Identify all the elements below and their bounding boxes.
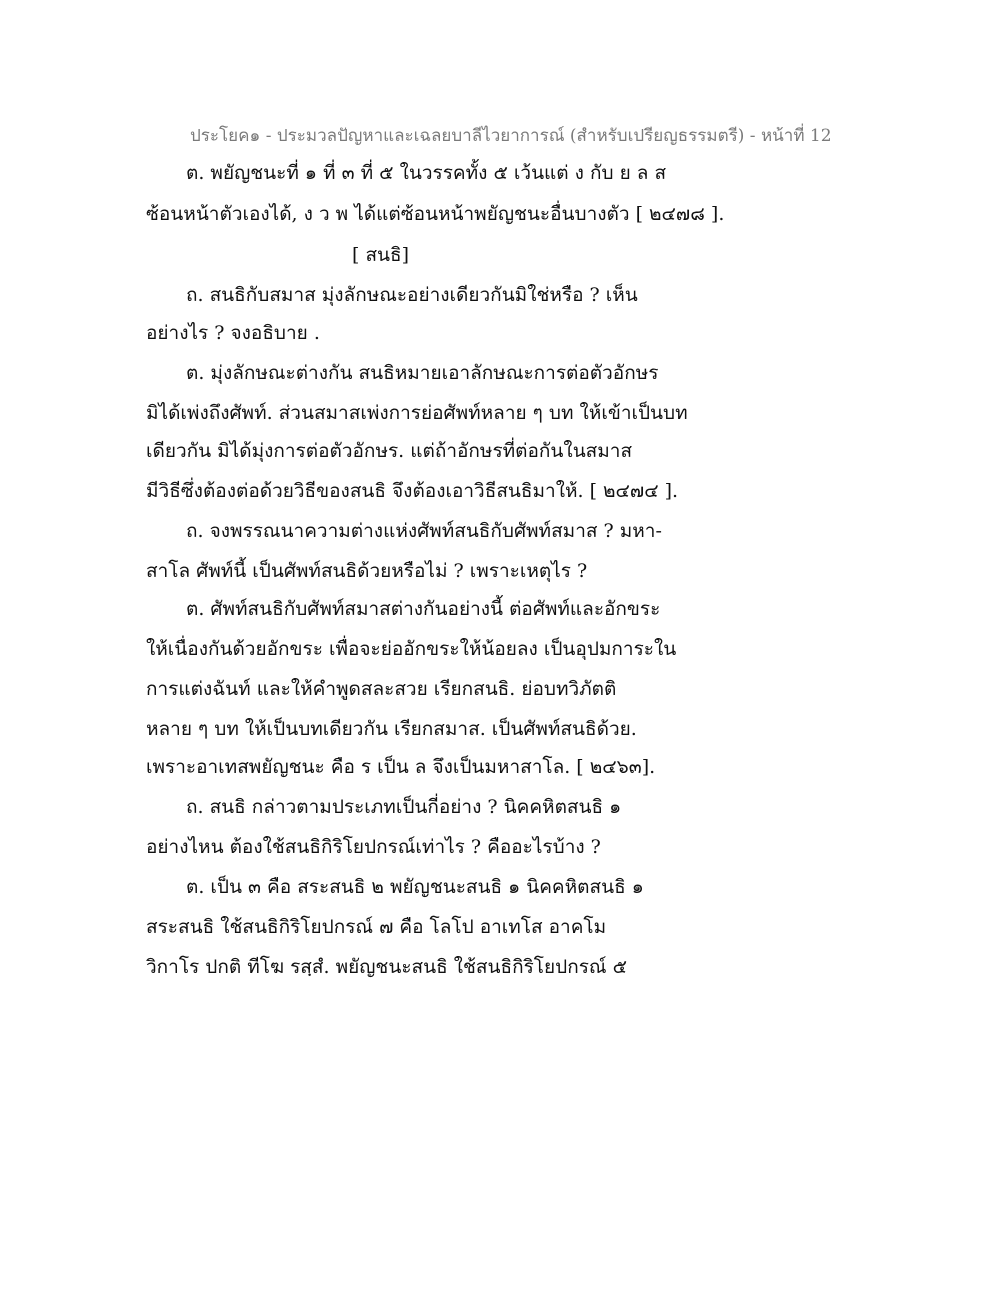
body-line: อย่างไหน ต้องใช้สนธิกิริโยปกรณ์เท่าไร ? คืออะไรบ้าง ?: [146, 836, 601, 858]
body-line: ถ. สนธิ กล่าวตามประเภทเป็นกี่อย่าง ? นิคคหิตสนธิ ๑: [186, 796, 622, 818]
section-heading: [ สนธิ]: [352, 244, 410, 266]
body-line: เพราะอาเทสพยัญชนะ คือ ร เป็น ล จึงเป็นมหาสาโล. [ ๒๔๖๓].: [146, 756, 656, 778]
body-line: ต. เป็น ๓ คือ สระสนธิ ๒ พยัญชนะสนธิ ๑ นิคคหิตสนธิ ๑: [186, 876, 644, 898]
body-line: มิได้เพ่งถึงศัพท์. ส่วนสมาสเพ่งการย่อศัพท์หลาย ๆ บท ให้เข้าเป็นบท: [146, 402, 688, 424]
body-line: การแต่งฉันท์ และให้คำพูดสละสวย เรียกสนธิ. ย่อบทวิภัตติ: [146, 678, 617, 700]
body-line: เดียวกัน มิได้มุ่งการต่อตัวอักษร. แต่ถ้าอักษรที่ต่อกันในสมาส: [146, 440, 633, 462]
body-line: อย่างไร ? จงอธิบาย .: [146, 322, 320, 344]
body-line: ต. ศัพท์สนธิกับศัพท์สมาสต่างกันอย่างนี้ ต่อศัพท์และอักขระ: [186, 598, 661, 620]
body-line: มีวิธีซึ่งต้องต่อด้วยวิธีของสนธิ จึงต้องเอาวิธีสนธิมาให้. [ ๒๔๗๔ ].: [146, 480, 679, 502]
body-line: ต. มุ่งลักษณะต่างกัน สนธิหมายเอาลักษณะการต่อตัวอักษร: [186, 362, 659, 384]
body-line: ต. พยัญชนะที่ ๑ ที่ ๓ ที่ ๕ ในวรรคทั้ง ๕ เว้นแต่ ง กับ ย ล ส: [186, 162, 667, 184]
body-line: หลาย ๆ บท ให้เป็นบทเดียวกัน เรียกสมาส. เป็นศัพท์สนธิด้วย.: [146, 718, 637, 740]
body-line: ถ. จงพรรณนาความต่างแห่งศัพท์สนธิกับศัพท์สมาส ? มหา-: [186, 520, 662, 542]
body-line: วิกาโร ปกติ ทีโฆ รสฺสํ. พยัญชนะสนธิ ใช้สนธิกิริโยปกรณ์ ๕: [146, 956, 627, 978]
running-header: ประโยค๑ - ประมวลปัญหาและเฉลยบาลีไวยาการณ์ (สำหรับเปรียญธรรมตรี) - หน้าที่ 12: [190, 126, 832, 146]
body-line: สระสนธิ ใช้สนธิกิริโยปกรณ์ ๗ คือ โลโป อาเทโส อาคโม: [146, 916, 607, 938]
body-line: ถ. สนธิกับสมาส มุ่งลักษณะอย่างเดียวกันมิใช่หรือ ? เห็น: [186, 284, 638, 306]
body-line: ซ้อนหน้าตัวเองได้, ง ว พ ได้แต่ซ้อนหน้าพยัญชนะอื่นบางตัว [ ๒๔๗๘ ].: [146, 203, 725, 225]
body-line: สาโล ศัพท์นี้ เป็นศัพท์สนธิด้วยหรือไม่ ? เพราะเหตุไร ?: [146, 560, 588, 582]
body-line: ให้เนื่องกันด้วยอักขระ เพื่อจะย่ออักขระให้น้อยลง เป็นอุปมการะใน: [146, 638, 677, 660]
